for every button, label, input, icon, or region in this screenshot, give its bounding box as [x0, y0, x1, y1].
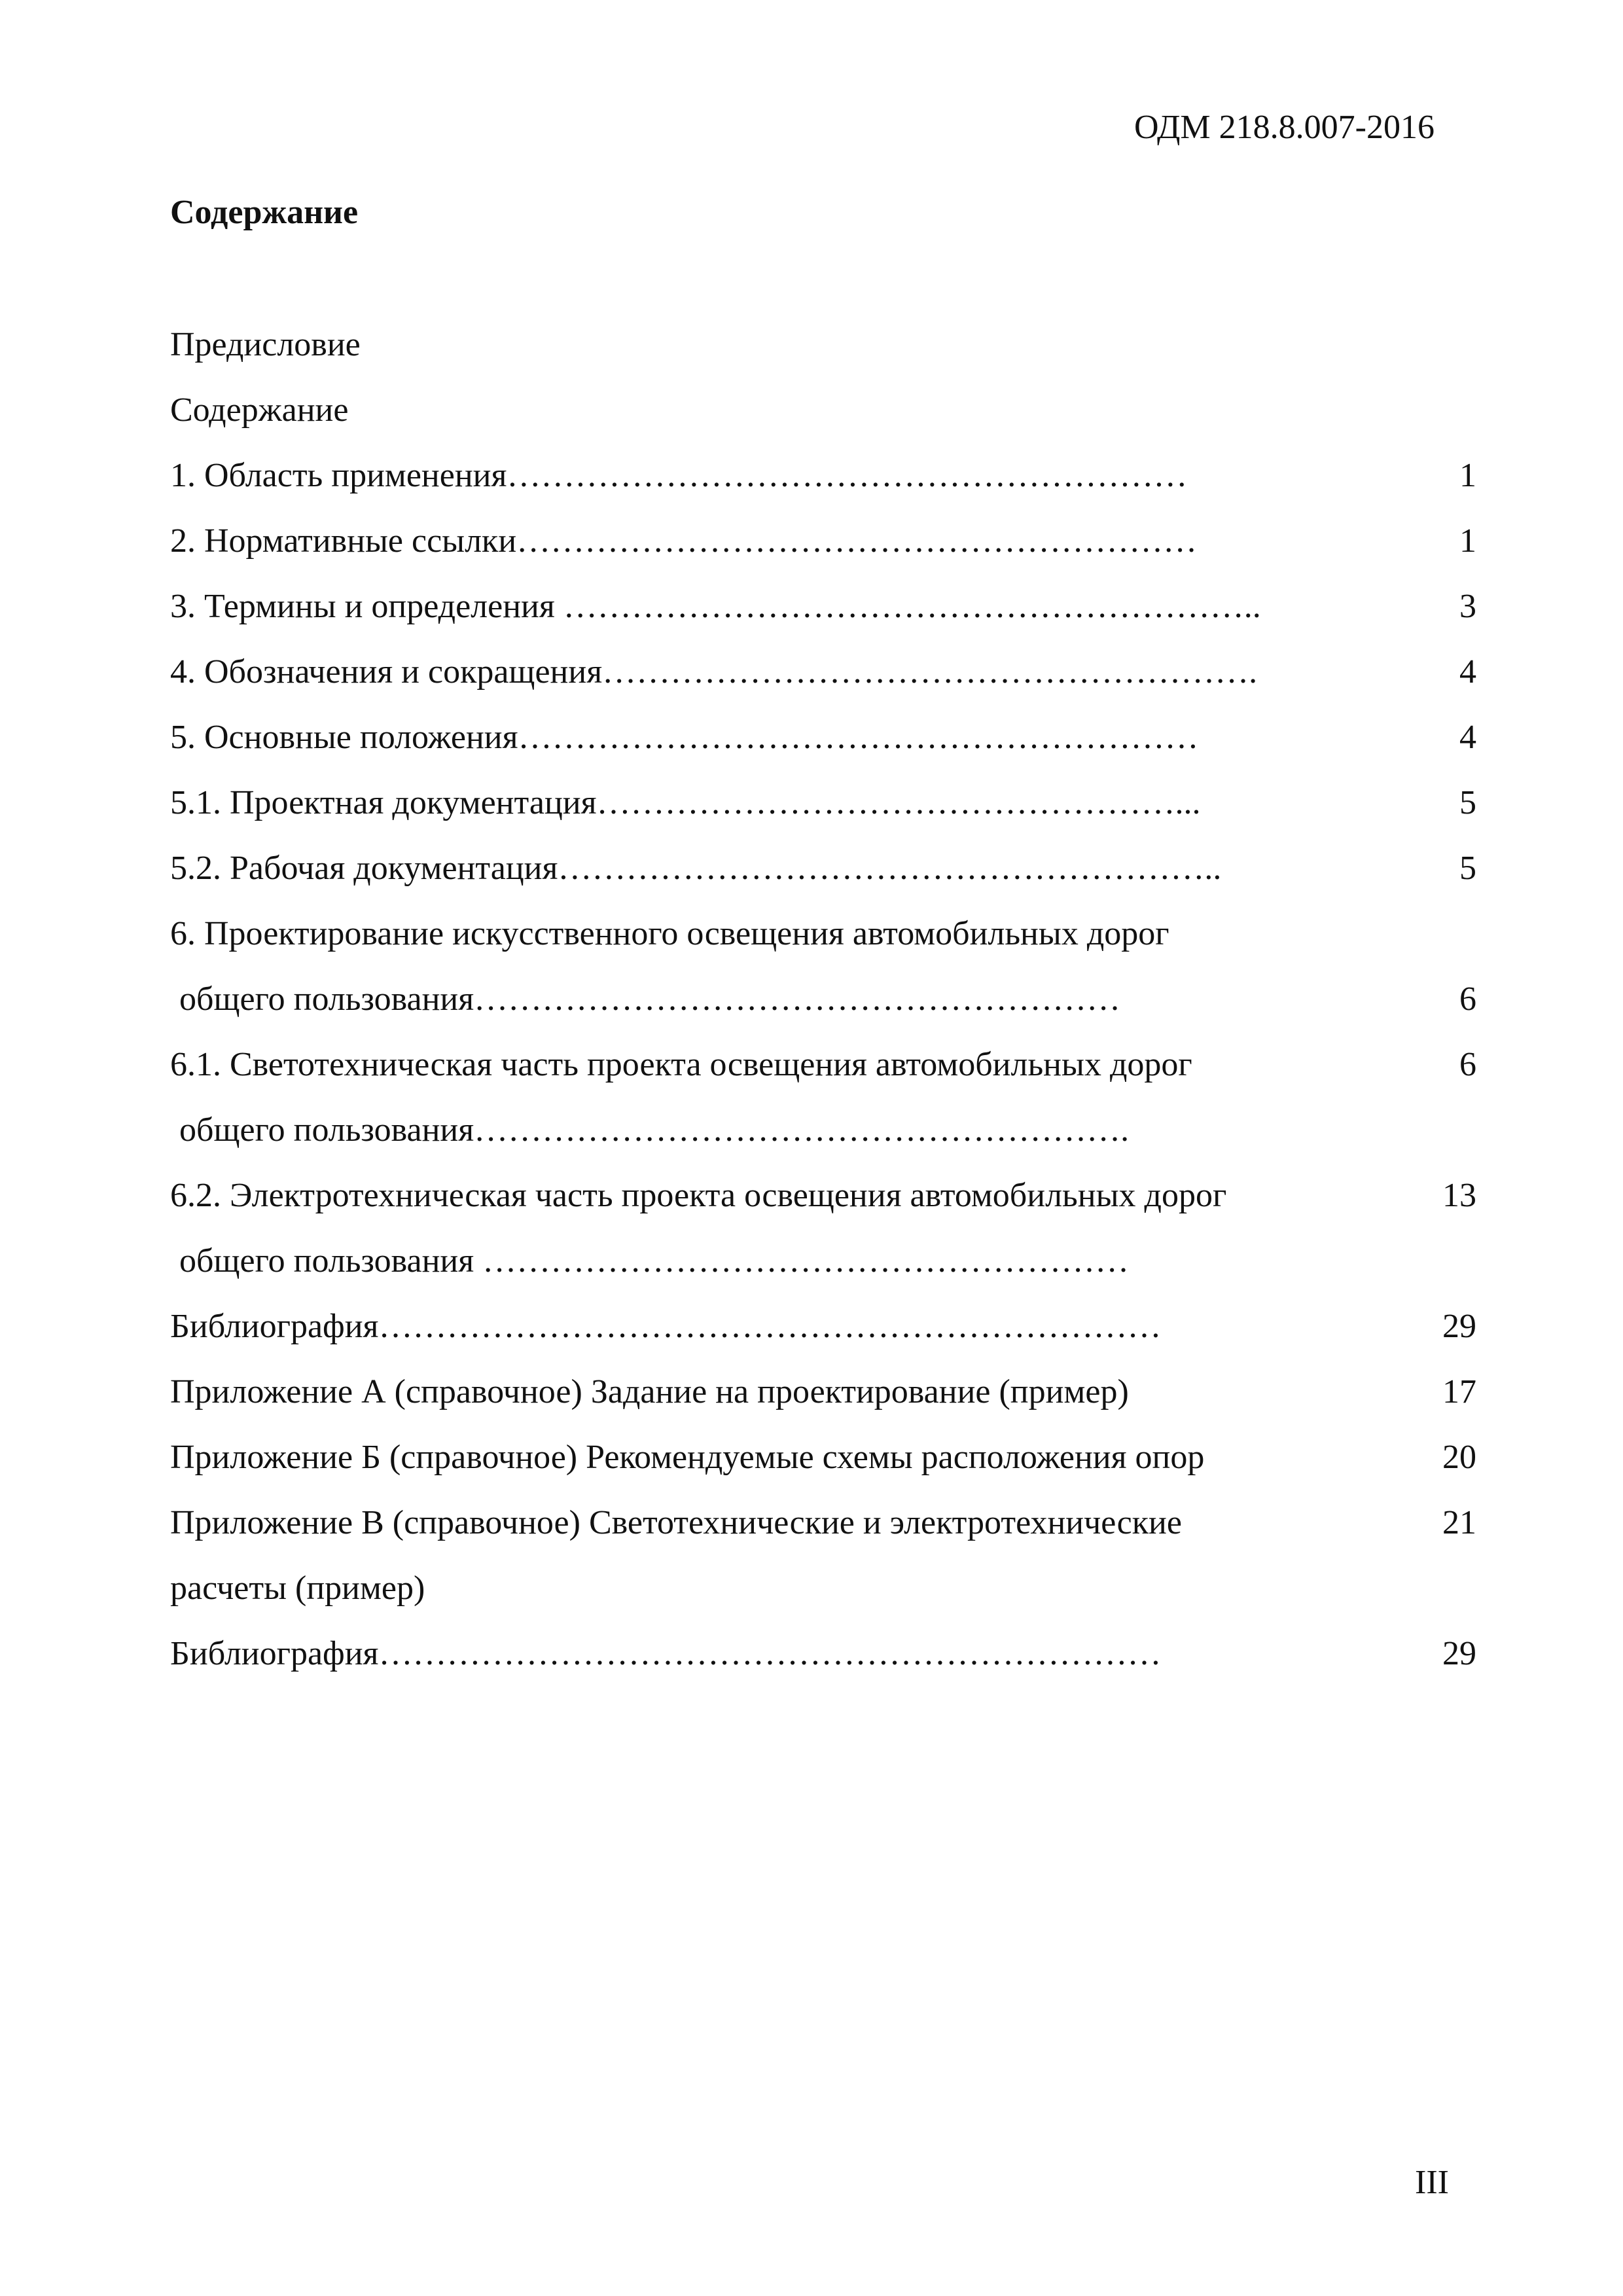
- toc-entry-text: 1. Область применения……………………………………………………: [170, 457, 1188, 494]
- toc-row: [170, 1042, 1476, 1107]
- toc-entry-page: 4: [1459, 653, 1476, 691]
- toc-entry-text: 5. Основные положения……………………………………………………: [170, 719, 1199, 756]
- toc-entry-text: общего пользования…………………………………………………: [179, 980, 1121, 1018]
- toc-row: [170, 1369, 1476, 1435]
- toc-row: [170, 387, 1476, 453]
- toc-entry-text: Приложение В (справочное) Светотехнические и электротехнические: [170, 1504, 1182, 1541]
- toc-entry-text: 6.2. Электротехническая часть проекта освещения автомобильных дорог: [170, 1177, 1227, 1214]
- toc-entry-text: 5.2. Рабочая документация…………………………………………………..: [170, 850, 1222, 887]
- toc-title: Содержание: [170, 194, 359, 231]
- toc-row: [170, 1631, 1476, 1696]
- toc-entry-text: 5.1. Проектная документация……………………………………………...: [170, 784, 1201, 821]
- toc-entry-text: расчеты (пример): [170, 1570, 425, 1607]
- toc-entry-page: 21: [1442, 1504, 1476, 1541]
- toc-entry-page: 17: [1442, 1373, 1476, 1410]
- toc-entry-text: 6. Проектирование искусственного освещения автомобильных дорог: [170, 915, 1169, 952]
- toc-row: [170, 1435, 1476, 1500]
- toc-entry-text: 4. Обозначения и сокращения………………………………………………….: [170, 653, 1258, 691]
- toc-entry-page: 20: [1442, 1439, 1476, 1476]
- toc-row: [170, 780, 1476, 846]
- toc-row: [170, 1107, 1476, 1173]
- toc-entry-text: Предисловие: [170, 326, 361, 363]
- toc-entry-page: 13: [1442, 1177, 1476, 1214]
- toc-entry-page: 29: [1442, 1635, 1476, 1672]
- toc-entry-text: Приложение Б (справочное) Рекомендуемые схемы расположения опор: [170, 1439, 1205, 1476]
- toc-entry-text: 3. Термины и определения ……………………………………………………..: [170, 588, 1261, 625]
- toc-entry-page: 5: [1459, 784, 1476, 821]
- toc-entry-text: общего пользования …………………………………………………: [179, 1242, 1130, 1280]
- toc-entry-page: 3: [1459, 588, 1476, 625]
- toc-entry-text: Библиография……………………………………………………………: [170, 1635, 1162, 1672]
- toc-entry-page: 29: [1442, 1308, 1476, 1345]
- toc-row: [170, 846, 1476, 911]
- toc-row: [170, 911, 1476, 977]
- document-code: ОДМ 218.8.007-2016: [1134, 109, 1435, 146]
- toc-row: [170, 322, 1476, 387]
- toc-row: [170, 649, 1476, 715]
- toc-entry-text: 2. Нормативные ссылки……………………………………………………: [170, 522, 1198, 560]
- toc-entry-page: 6: [1459, 980, 1476, 1018]
- toc-row: [170, 715, 1476, 780]
- toc-entry-page: 6: [1459, 1046, 1476, 1083]
- toc-row: [170, 1238, 1476, 1304]
- toc-entry-text: 6.1. Светотехническая часть проекта освещения автомобильных дорог: [170, 1046, 1192, 1083]
- toc-entry-page: 5: [1459, 850, 1476, 887]
- toc-row: [170, 584, 1476, 649]
- toc-row: [170, 453, 1476, 518]
- page-number: III: [1415, 2164, 1449, 2201]
- toc-entry-text: Содержание: [170, 391, 349, 429]
- toc-row: [170, 1500, 1476, 1566]
- toc-entry-page: 1: [1459, 457, 1476, 494]
- toc-row: [170, 1304, 1476, 1369]
- table-of-contents: [170, 322, 1476, 1696]
- toc-entry-text: Библиография……………………………………………………………: [170, 1308, 1162, 1345]
- toc-row: [170, 518, 1476, 584]
- toc-entry-text: общего пользования………………………………………………….: [179, 1111, 1130, 1149]
- toc-row: [170, 1566, 1476, 1631]
- toc-entry-page: 4: [1459, 719, 1476, 756]
- toc-entry-page: 1: [1459, 522, 1476, 560]
- toc-entry-text: Приложение А (справочное) Задание на проектирование (пример): [170, 1373, 1129, 1410]
- toc-row: [170, 977, 1476, 1042]
- toc-row: [170, 1173, 1476, 1238]
